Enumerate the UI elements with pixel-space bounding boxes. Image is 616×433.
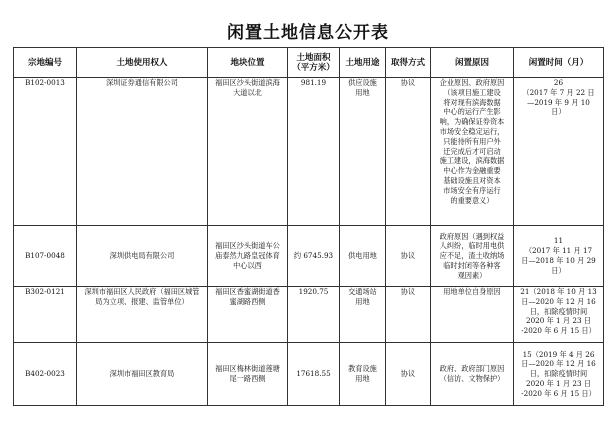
cell-location: 福田区香蜜湖街道香 蜜湖路西侧 — [208, 287, 288, 343]
idle-land-table — [13, 47, 604, 406]
cell-method: 协议 — [386, 226, 431, 287]
column-header-code: 宗地编号 — [14, 48, 77, 78]
cell-owner: 深圳市福田区教育局 — [77, 343, 208, 406]
cell-duration: 26 （2017 年 7 月 22 日 —2019 年 9 月 10 日） — [514, 78, 604, 226]
column-header-owner: 土地使用权人 — [77, 48, 208, 78]
column-header-duration: 闲置时间（月） — [514, 48, 604, 78]
column-header-location: 地块位置 — [208, 48, 288, 78]
column-header-method: 取得方式 — [386, 48, 431, 78]
cell-area: 17618.55 — [288, 343, 340, 406]
cell-reason: 政府、政府部门原因 （信访、文物保护） — [431, 343, 514, 406]
cell-use: 交通场站 用地 — [340, 287, 386, 343]
cell-duration: 21（2018 年 10 月 13 日—2020 年 12 月 16 日，扣除疫情时间 2020 年 1 月 23 日 -2020 年 6 月 15 日） — [514, 287, 604, 343]
table-row — [14, 343, 604, 406]
cell-owner: 深圳供电局有限公司 — [77, 226, 208, 287]
cell-location: 福田区沙头街道滨海 大道以北 — [208, 78, 288, 226]
cell-duration: 11 （2017 年 11 月 17 日—2018 年 10 月 29 日） — [514, 226, 604, 287]
cell-reason: 企业原因、政府原因 （该项目施工建设 将对现有滨海数据 中心的运行产生影 响，为确保证券资本 市场安全稳定运行， 只能待所有用户外 迁完成后才可启动 施工建设，滨海数据 中心作为金融重要 基础设施且对资本 市场安全有序运行 的重要意义） — [431, 78, 514, 226]
cell-method: 协议 — [386, 343, 431, 406]
cell-code: B302-0121 — [14, 287, 77, 343]
table-row — [14, 226, 604, 287]
cell-method: 协议 — [386, 287, 431, 343]
cell-area: 约 6745.93 — [288, 226, 340, 287]
cell-duration: 15（2019 年 4 月 26 日—2020 年 12 月 16 日，扣除疫情时间 2020 年 1 月 23 日 -2020 年 6 月 15 日） — [514, 343, 604, 406]
cell-owner: 深圳市福田区人民政府（福田区城管 局为立项、报建、监管单位） — [77, 287, 208, 343]
cell-owner: 深圳证券通信有限公司 — [77, 78, 208, 226]
cell-area: 981.19 — [288, 78, 340, 226]
cell-reason: 用地单位自身原因 — [431, 287, 514, 343]
table-row — [14, 78, 604, 226]
column-header-reason: 闲置原因 — [431, 48, 514, 78]
cell-use: 供电用地 — [340, 226, 386, 287]
cell-code: B107-0048 — [14, 226, 77, 287]
table-row — [14, 287, 604, 343]
table-header-row — [14, 48, 604, 78]
cell-reason: 政府原因（遇到权益 人纠纷，临时用电供 应不足，渣土收纳场 临时封闭等各种客 观因素） — [431, 226, 514, 287]
cell-code: B102-0013 — [14, 78, 77, 226]
cell-location: 福田区梅林街道莲塘 尾一路西侧 — [208, 343, 288, 406]
cell-code: B402-0023 — [14, 343, 77, 406]
page-title: 闲置土地信息公开表 — [227, 23, 389, 43]
cell-use: 供应设施 用地 — [340, 78, 386, 226]
column-header-use: 土地用途 — [340, 48, 386, 78]
cell-use: 教育设施 用地 — [340, 343, 386, 406]
cell-location: 福田区沙头街道车公 庙泰然九路皇冠体育 中心以西 — [208, 226, 288, 287]
column-header-area: 土地面积 （平方米） — [288, 48, 340, 78]
cell-area: 1920.75 — [288, 287, 340, 343]
cell-method: 协议 — [386, 78, 431, 226]
